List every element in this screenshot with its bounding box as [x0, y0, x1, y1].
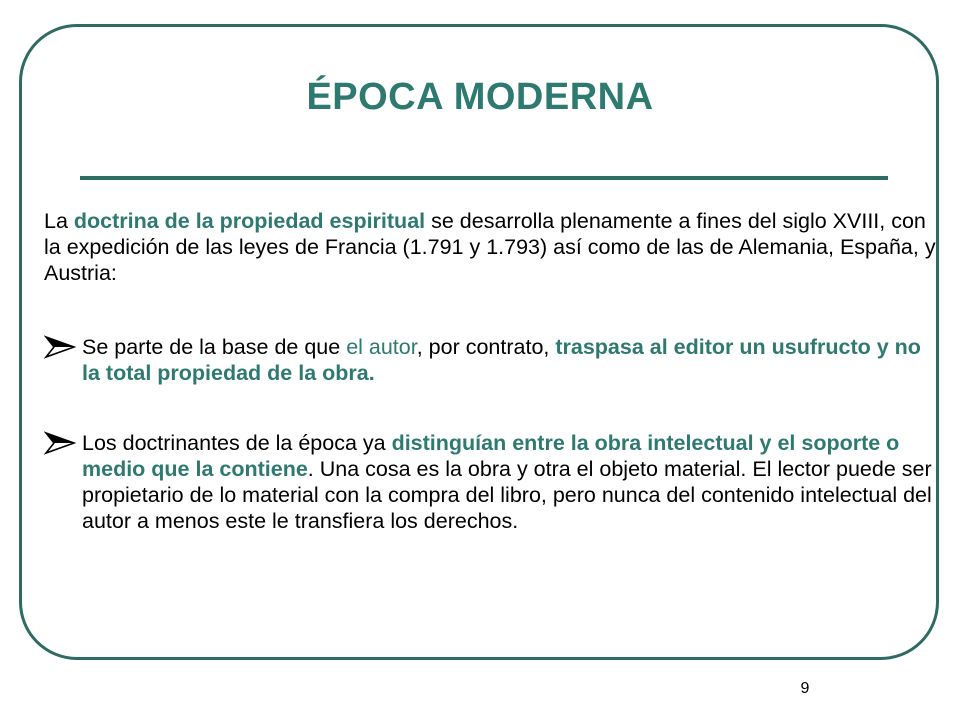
intro-paragraph [44, 208, 944, 286]
arrow-bullet-icon [44, 334, 76, 360]
intro-highlight: doctrina de la propiedad espiritual [73, 209, 426, 233]
slide-title: ÉPOCA MODERNA [306, 76, 654, 118]
bullet-text-rest: . Una cosa es la obra y otra el objeto material. El lector puede ser propietario de lo material con la compra del libro, pero nunca del contenido intelectual del autor a menos este le transfiera los derechos. [82, 457, 932, 533]
arrow-bullet-icon [44, 430, 76, 456]
bullet-text-middle: , por contrato, [416, 335, 556, 359]
bullet-item [44, 430, 944, 534]
bullet-text-start: Los doctrinantes de la época ya [82, 431, 392, 455]
bullet-highlight-plain: el autor [346, 335, 417, 359]
intro-text-start: La [44, 209, 74, 233]
bullet-text [82, 334, 944, 386]
bullet-text [82, 430, 944, 534]
bullet-highlight: traspasa al editor un usufructo y no la total propiedad de la obra. [82, 335, 921, 385]
page-number: 9 [800, 680, 810, 697]
title-divider [80, 176, 888, 180]
bullet-item [44, 334, 944, 386]
bullet-highlight: distinguían entre la obra intelectual y el soporte o medio que la contiene [82, 431, 900, 481]
bullet-text-start: Se parte de la base de que [82, 335, 347, 359]
intro-text-rest: se desarrolla plenamente a fines del siglo XVIII, con la expedición de las leyes de Francia (1.791 y 1.793) así como de las de Alemania, España, y Austria: [44, 209, 936, 285]
